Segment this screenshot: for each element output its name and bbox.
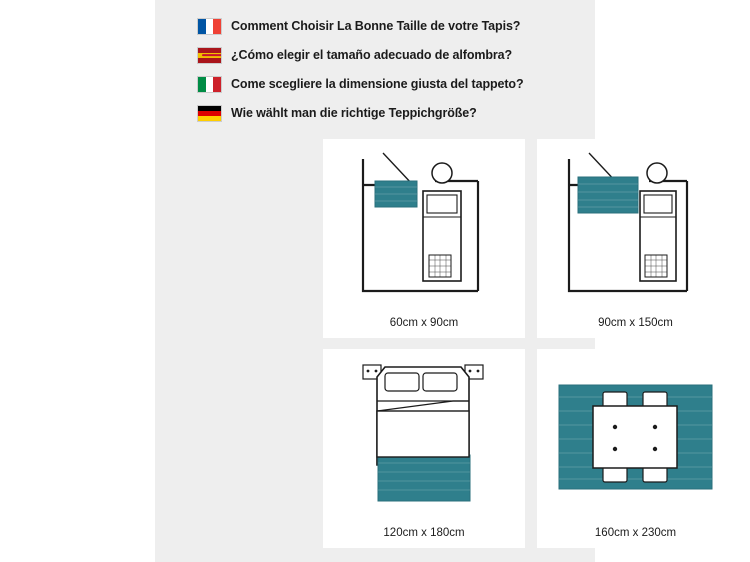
rug-size-caption-90x150: 90cm x 150cm xyxy=(598,317,673,329)
flag-italy-icon xyxy=(197,76,222,93)
infographic-panel xyxy=(155,0,677,562)
rug-size-caption-160x230: 160cm x 230cm xyxy=(594,527,677,539)
rug-size-card-60x90 xyxy=(323,139,525,338)
rug-size-caption-120x180: 120cm x 180cm xyxy=(383,527,465,539)
rug-size-card-90x150 xyxy=(537,139,734,338)
diagram-120x180-svg xyxy=(323,349,525,521)
headline-text-es: ¿Cómo elegir el tamaño adecuado de alfombra? xyxy=(231,48,513,62)
flag-germany-icon xyxy=(197,105,222,122)
diagram-120x180 xyxy=(323,349,525,521)
headline-text-it: Come scegliere la dimensione giusta del tappeto? xyxy=(231,77,524,91)
headline-row-it xyxy=(197,74,597,94)
headline-row-fr xyxy=(197,16,597,36)
rug-size-card-120x180 xyxy=(323,349,525,548)
diagram-90x150 xyxy=(537,139,734,311)
headline-text-de: Wie wählt man die richtige Teppichgröße? xyxy=(231,106,477,120)
diagram-60x90 xyxy=(323,139,525,311)
rug-size-card-160x230 xyxy=(537,349,734,548)
diagram-60x90-svg xyxy=(323,139,525,311)
headline-list xyxy=(197,16,597,132)
flag-france-icon xyxy=(197,18,222,35)
diagram-160x230 xyxy=(537,349,734,521)
headline-text-fr: Comment Choisir La Bonne Taille de votre Tapis? xyxy=(231,19,521,33)
diagram-90x150-svg xyxy=(537,139,734,311)
flag-spain-icon xyxy=(197,47,222,64)
headline-row-es xyxy=(197,45,597,65)
diagram-160x230-svg xyxy=(537,349,734,521)
rug-size-caption-60x90: 60cm x 90cm xyxy=(389,317,459,329)
headline-row-de xyxy=(197,103,597,123)
